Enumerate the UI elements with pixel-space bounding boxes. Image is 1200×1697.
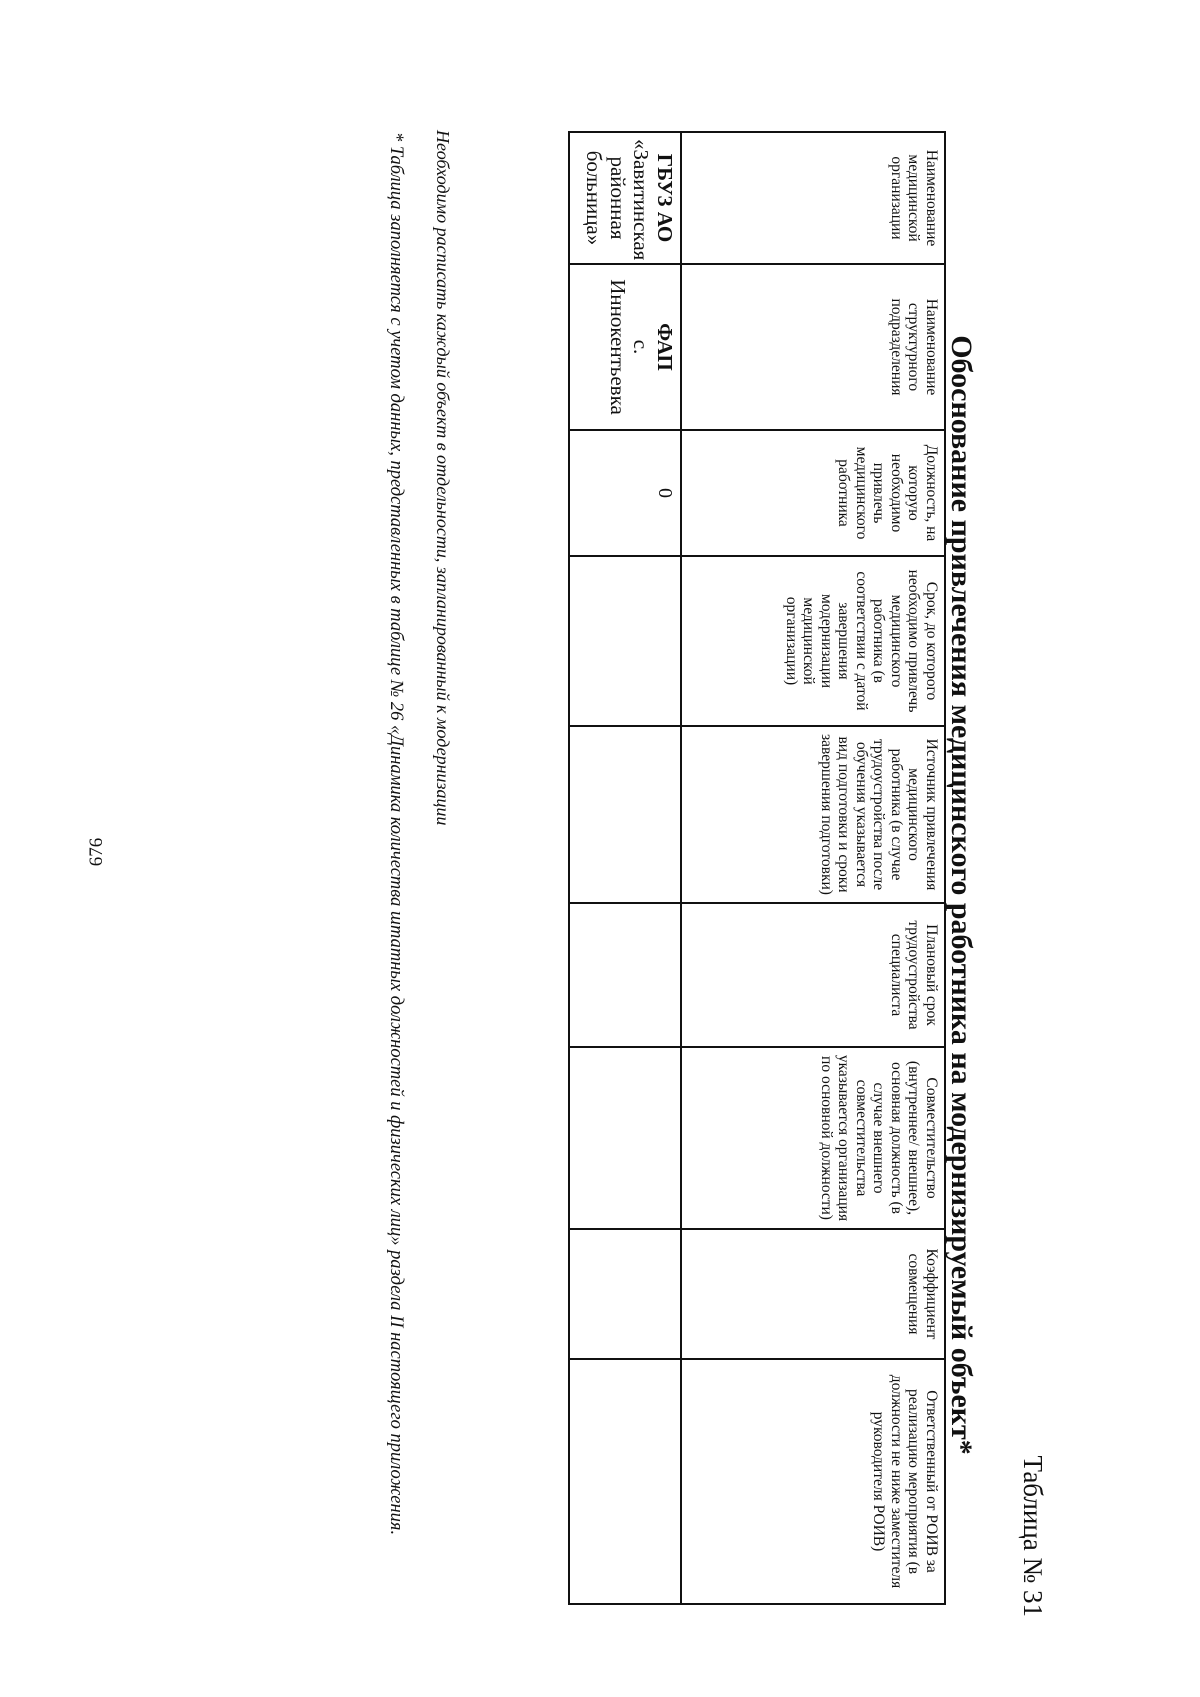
cell-unit	[569, 264, 681, 430]
header-responsible: Ответственный от РОИВ за реализацию мероприятия (в должности не ниже заместителя руководителя РОИВ)	[681, 1359, 945, 1604]
cell-coefficient	[569, 1229, 681, 1359]
cell-responsible	[569, 1359, 681, 1604]
modernization-note: Необходимо расписать каждый объект в отдельности, запланированный к модернизации	[433, 130, 453, 826]
page-number: 676	[86, 837, 107, 867]
cell-planned-date	[569, 903, 681, 1047]
header-deadline: Срок, до которого необходимо привлечь медицинского работника (в соответствии с датой завершения модернизации медицинской организации)	[681, 556, 945, 726]
cell-combination	[569, 1047, 681, 1229]
unit-name: ФАП	[653, 323, 677, 371]
justification-table	[568, 131, 946, 1605]
unit-place: с. Иннокентьевка	[605, 279, 654, 415]
table-header-row	[681, 132, 945, 1604]
header-unit-name: Наименование структурного подразделения	[681, 264, 945, 430]
header-coefficient: Коэффициент совмещения	[681, 1229, 945, 1359]
header-org-name: Наименование медицинской организации	[681, 132, 945, 264]
table-row	[569, 132, 681, 1604]
header-combination: Совместительство (внутреннее/ внешнее), основная должность (в случае внешнего совместительства указывается организация по основной должности)	[681, 1047, 945, 1229]
cell-org	[569, 132, 681, 264]
header-position: Должность, на которую необходимо привлечь медицинского работника	[681, 430, 945, 556]
org-full-name: «Завитинская районная больница»	[582, 139, 654, 261]
header-source: Источник привлечения медицинского работника (в случае трудоустройства после обучения указывается вид подготовки и сроки завершения подготовки)	[681, 726, 945, 903]
cell-position: 0	[569, 430, 681, 556]
table-number: Таблица № 31	[1018, 1455, 1048, 1617]
page-title: Обоснование привлечения медицинского работника на модернизируемый объект*	[945, 335, 978, 1455]
header-planned-date: Плановый срок трудоустройства специалиста	[681, 903, 945, 1047]
cell-source	[569, 726, 681, 903]
org-name: ГБУЗ АО	[653, 153, 677, 243]
footnote: * Таблица заполняется с учетом данных, представленных в таблице № 26 «Динамика количества штатных должностей и физических лиц» раздела II настоящего приложения.	[386, 132, 406, 1536]
cell-deadline	[569, 556, 681, 726]
